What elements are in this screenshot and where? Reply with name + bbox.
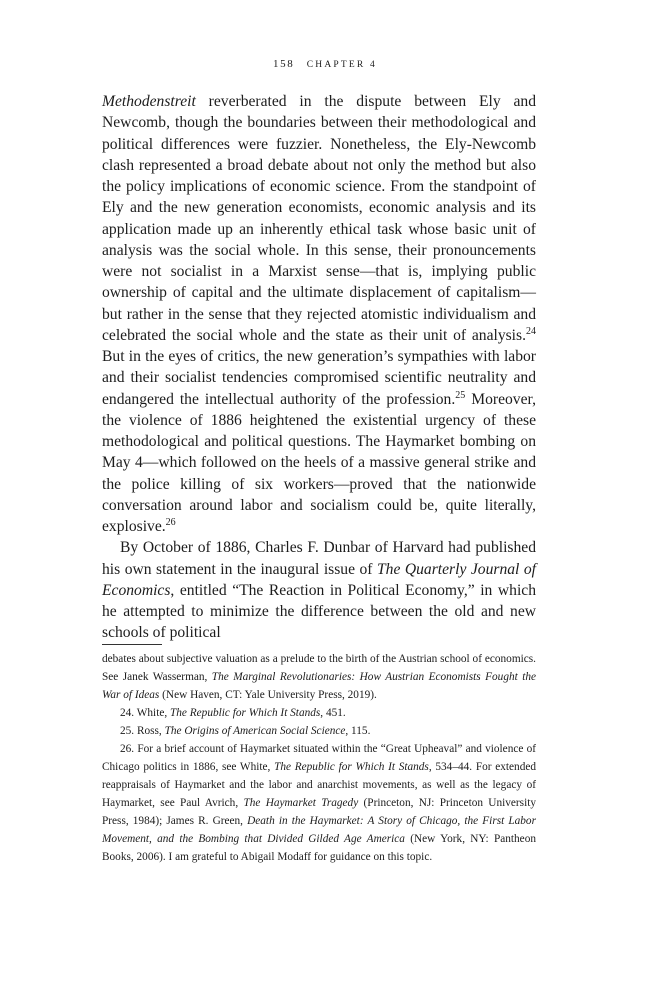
footnote-continued (102, 650, 536, 704)
italic-term: Methodenstreit (102, 93, 196, 110)
footnote-text: 25. Ross, (120, 725, 165, 737)
running-head (0, 58, 650, 70)
footnote-text: , 115. (345, 725, 371, 737)
footnote-25 (102, 722, 536, 740)
footnote-text: , 451. (320, 707, 346, 719)
book-title: The Origins of American Social Science (164, 725, 346, 737)
footnote-text: 24. White, (120, 707, 170, 719)
book-title: The Republic for Which It Stands (170, 707, 321, 719)
chapter-label: CHAPTER 4 (306, 60, 377, 70)
paragraph-text: By October of 1886, Charles F. Dunbar of Harvard had published his own statement in the inaugural issue of (102, 539, 536, 578)
footnote-text: (New Haven, CT: Yale University Press, 2019). (159, 689, 377, 701)
footnotes (102, 650, 536, 866)
footnote-text: (New York, NY: Pantheon Books, 2006). I am grateful to Abigail Modaff for guidance on this topic. (102, 833, 536, 863)
journal-title: The Quarterly Journal of Economics (102, 560, 536, 599)
book-title: The Marginal Revolutionaries: How Austrian Economists Fought the War of Ideas (102, 671, 537, 701)
page-number: 158 (273, 58, 295, 70)
book-title: The Republic for Which It Stands (274, 761, 429, 773)
paragraph-text: But in the eyes of critics, the new generation’s sympathies with labor and their socialist tendencies compromised scientific neutrality and endangered the intellectual authority of the profession. (102, 348, 536, 408)
footnote-text: , 534–44. For extended reappraisals of Haymarket and the labor and anarchist movements, as well as the legacy of Haymarket, see Paul Avrich, (102, 761, 537, 809)
paragraph-text: reverberated in the dispute between Ely and Newcomb, though the boundaries between their methodological and political differences were fuzzier. Nonetheless, the Ely-Newcomb clash represented a broad debate about not only the method but also the policy implications of economic science. From the standpoint of Ely and the new generation economists, economic analysis and its application made up an inherently ethical task whose basic unit of analysis was the social whole. In this sense, their pronouncements were not socialist in a Marxist sense—that is, implying public ownership of capital and the ultimate displacement of capitalism—but rather in the sense that they rejected atomistic individualism and celebrated the social whole and the state as their unit of analysis. (102, 93, 536, 344)
footnote-ref-25[interactable]: 25 (455, 389, 466, 401)
footnote-ref-24[interactable]: 24 (526, 325, 536, 337)
footnote-26 (102, 740, 536, 866)
body-text (102, 91, 536, 644)
paragraph-text: , entitled “The Reaction in Political Economy,” in which he attempted to minimize the difference between the old and new schools of political (102, 581, 536, 642)
footnote-divider (102, 644, 162, 645)
footnote-text: (Princeton, NJ: Princeton University Press, 1984); James R. Green, (102, 797, 536, 827)
footnote-text: 26. For a brief account of Haymarket situated within the “Great Upheaval” and violence of Chicago politics in 1886, see White, (102, 743, 536, 773)
book-title: The Haymarket Tragedy (243, 797, 359, 809)
body-paragraph (102, 537, 536, 643)
footnote-24 (102, 704, 536, 722)
book-title: Death in the Haymarket: A Story of Chicago, the First Labor Movement, and the Bombing that Divided Gilded Age America (102, 815, 536, 845)
paragraph-text: Moreover, the violence of 1886 heightened the existential urgency of these methodological and political questions. The Haymarket bombing on May 4—which followed on the heels of a massive general strike and the police killing of six workers—proved that the nationwide conversation around labor and socialism could be, quite literally, explosive. (102, 390, 536, 535)
body-paragraph (102, 91, 536, 537)
footnote-ref-26[interactable]: 26 (165, 517, 176, 528)
footnote-text: debates about subjective valuation as a prelude to the birth of the Austrian school of economics. See Janek Wasserman, (102, 653, 536, 683)
